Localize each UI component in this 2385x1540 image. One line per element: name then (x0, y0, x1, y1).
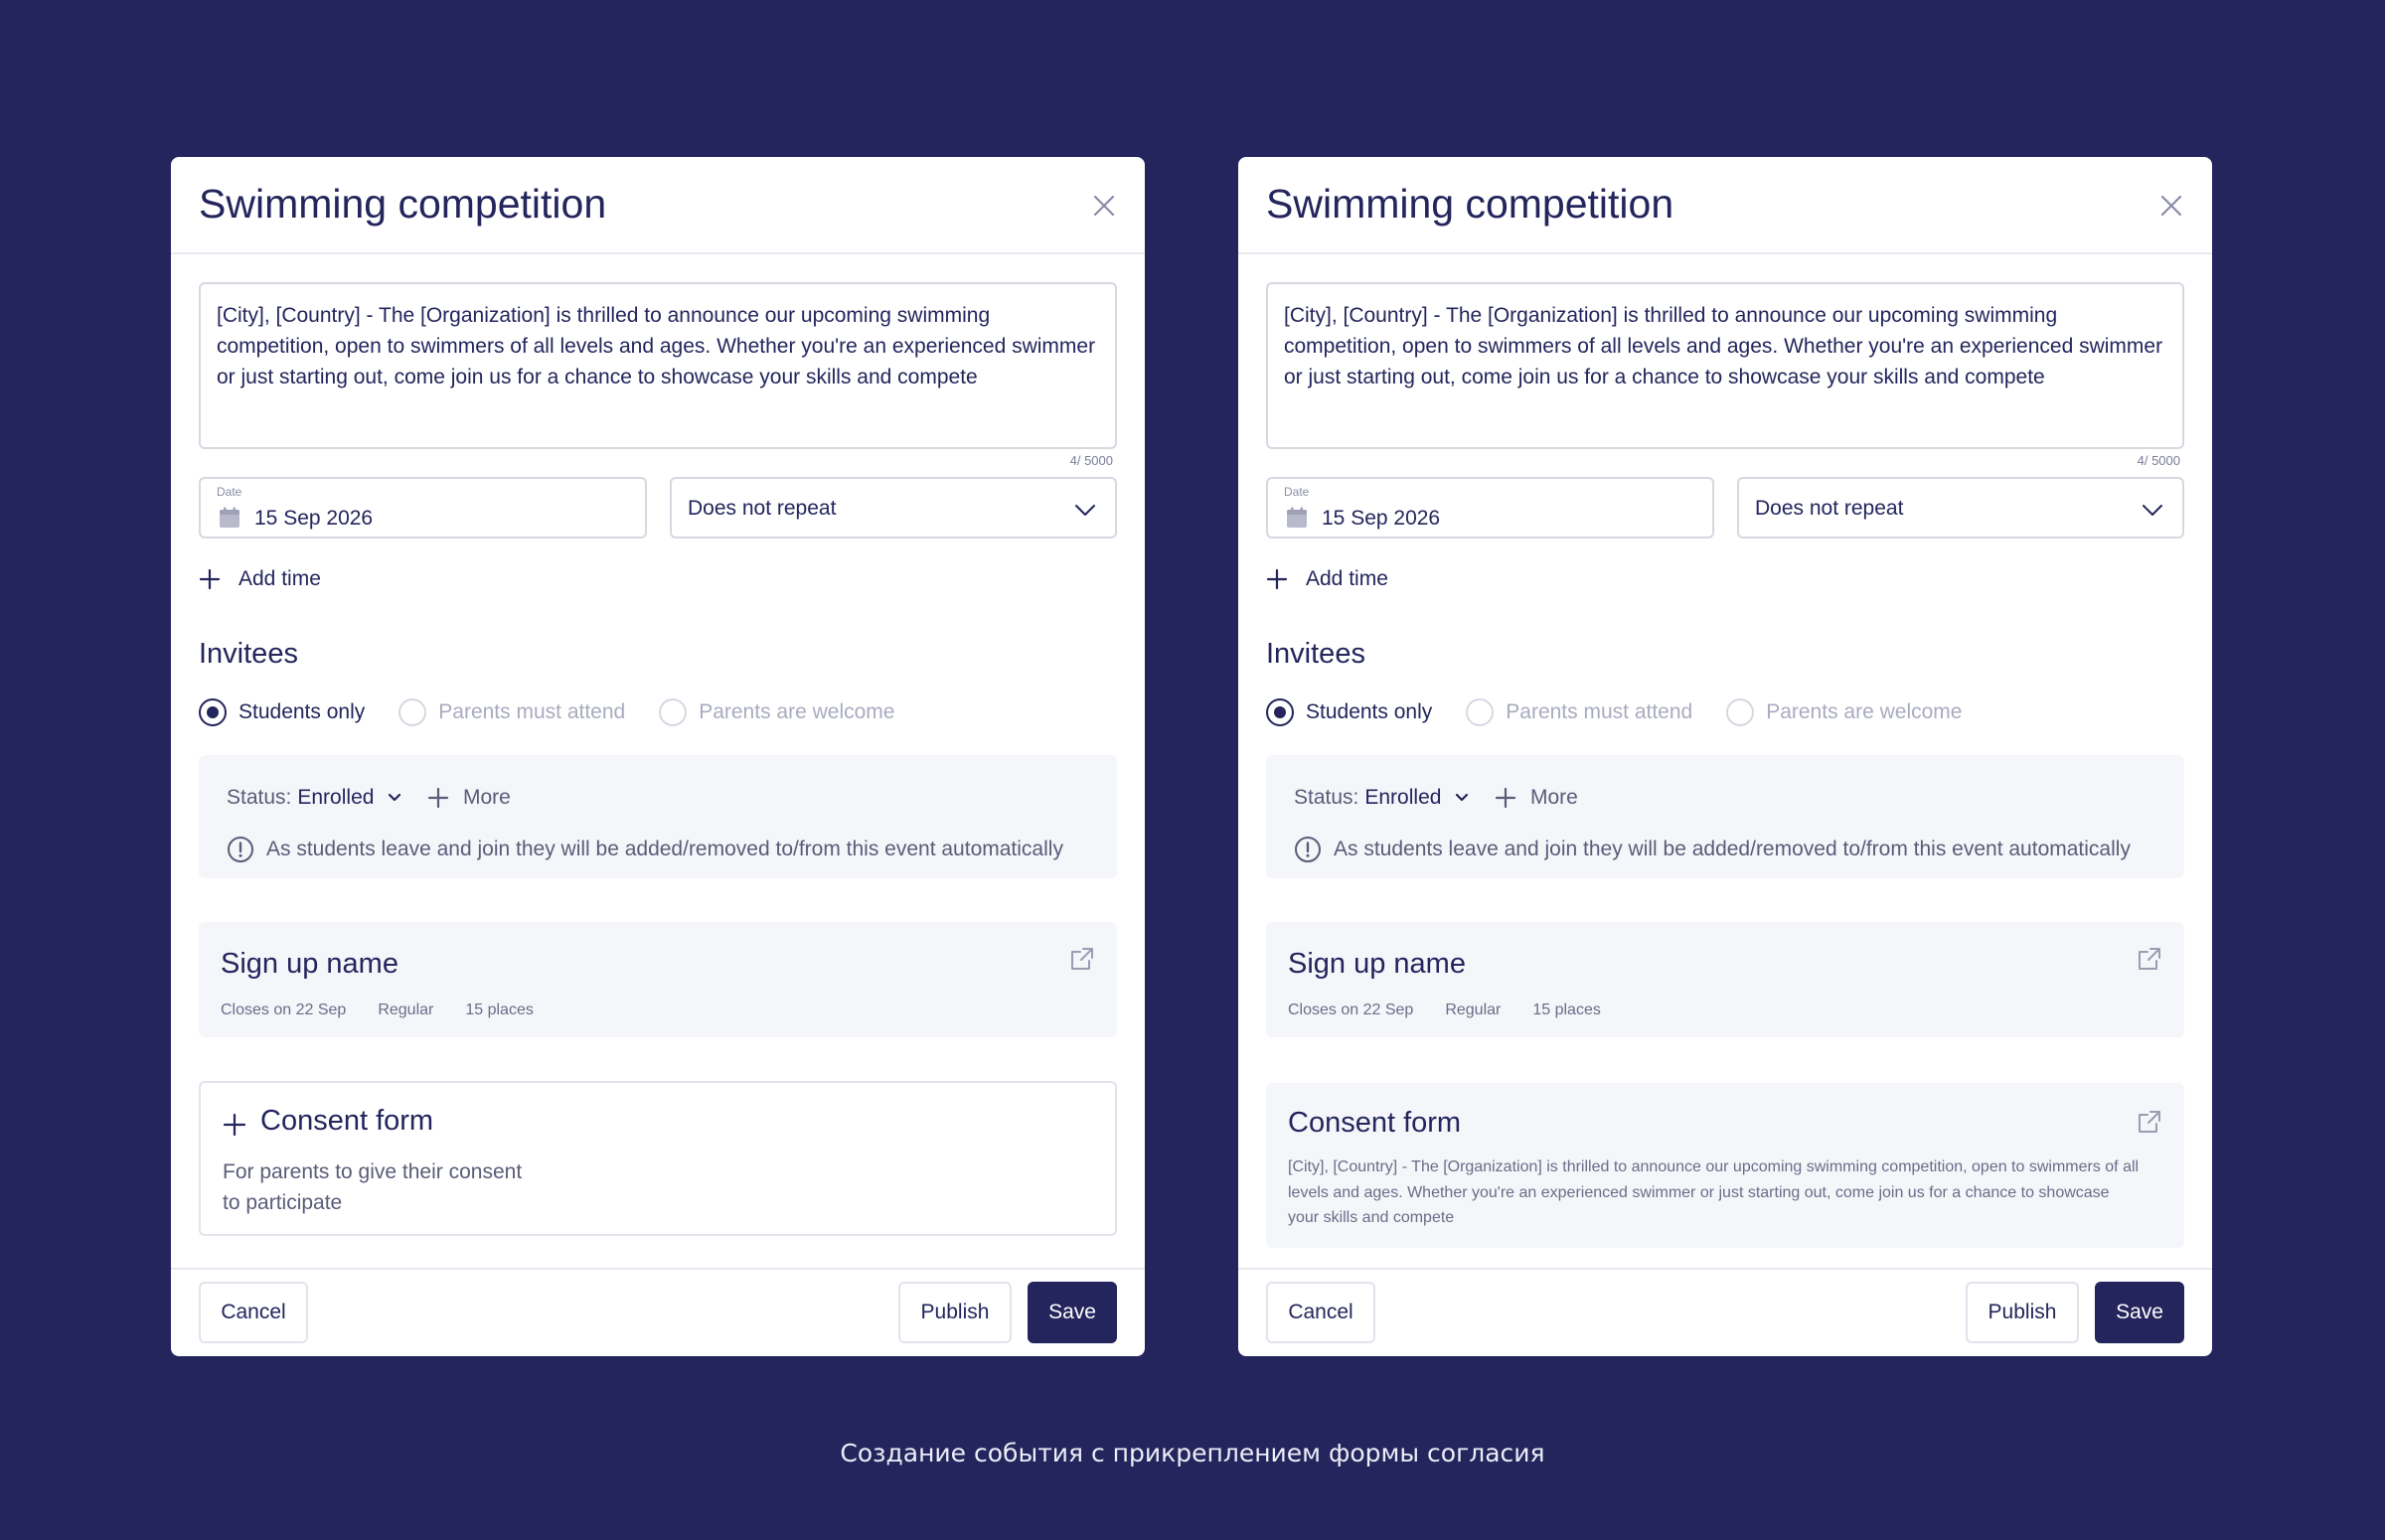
status-value: Enrolled (297, 786, 375, 809)
status-filter-dropdown[interactable] (1294, 783, 1469, 813)
status-prefix: Status: (1294, 786, 1359, 809)
auto-sync-notice (1294, 835, 2131, 864)
date-field-label: Date (1284, 485, 1310, 499)
invitees-radio-group (1266, 697, 1995, 727)
repeat-value: Does not repeat (1755, 497, 1904, 520)
status-filter-dropdown[interactable] (227, 783, 401, 813)
invitee-filter-panel (199, 755, 1117, 878)
invitees-title: Invitees (1266, 638, 1365, 670)
external-link-icon[interactable] (2137, 946, 2162, 972)
radio-students-only[interactable] (1266, 698, 1432, 726)
date-field[interactable] (1266, 477, 1714, 539)
info-text: As students leave and join they will be added/removed to/from this event automatically (266, 838, 1063, 860)
consent-form-card[interactable] (1266, 1083, 2184, 1248)
add-time-label: Add time (238, 567, 321, 590)
radio-button (398, 698, 426, 726)
date-value: 15 Sep 2026 (254, 507, 374, 530)
signup-title: Sign up name (1288, 948, 1466, 980)
chevron-down-icon (1455, 793, 1469, 803)
signup-closing-date: Closes on 22 Sep (221, 1001, 347, 1018)
radio-students-only[interactable] (199, 698, 365, 726)
repeat-value: Does not repeat (688, 497, 837, 520)
close-icon (1091, 193, 1117, 219)
event-modal-empty-consent (171, 157, 1145, 1356)
consent-form-title: Consent form (1288, 1107, 1462, 1139)
signup-title: Sign up name (221, 948, 398, 980)
signup-places: 15 places (465, 1001, 534, 1018)
radio-label: Students only (1306, 700, 1433, 723)
chevron-down-icon (388, 793, 401, 803)
plus-icon (427, 787, 449, 809)
radio-button (1466, 698, 1494, 726)
consent-form-title: Consent form (260, 1105, 434, 1137)
modal-header (171, 157, 1145, 254)
modal-footer (1238, 1268, 2212, 1356)
consent-form-description: For parents to give their consent to participate (223, 1160, 523, 1214)
radio-parents-are-welcome[interactable] (659, 698, 894, 726)
save-button[interactable]: Save (2095, 1282, 2184, 1343)
description-textarea[interactable]: [City], [Country] - The [Organization] is thrilled to announce our upcoming swimming competition, open to swimmers of all levels and ages. Whether you're an experienced swimmer or just starting out, come join us for a chance to showcase your skills and compete (1266, 282, 2184, 449)
invitees-radio-group (199, 697, 928, 727)
add-time-button[interactable] (199, 564, 321, 594)
modal-title: Swimming competition (199, 181, 607, 227)
radio-button-checked (1266, 698, 1294, 726)
character-counter: 4/ 5000 (2137, 453, 2180, 468)
modal-footer (171, 1268, 1145, 1356)
calendar-icon (219, 507, 240, 529)
signup-card[interactable] (1266, 922, 2184, 1037)
page-caption: Создание события с прикреплением формы согласия (840, 1439, 1545, 1467)
plus-icon (199, 568, 221, 590)
status-value: Enrolled (1364, 786, 1442, 809)
radio-label: Students only (238, 700, 366, 723)
invitee-filter-panel (1266, 755, 2184, 878)
add-consent-form-card[interactable] (199, 1081, 1117, 1236)
publish-button[interactable]: Publish (1966, 1282, 2079, 1343)
signup-meta (1288, 1001, 1633, 1019)
cancel-button[interactable]: Cancel (199, 1282, 308, 1343)
signup-meta (221, 1001, 565, 1019)
external-link-icon[interactable] (1069, 946, 1095, 972)
radio-parents-must-attend[interactable] (1466, 698, 1692, 726)
date-value: 15 Sep 2026 (1322, 507, 1441, 530)
save-button[interactable]: Save (1028, 1282, 1117, 1343)
cancel-button[interactable]: Cancel (1266, 1282, 1375, 1343)
description-textarea[interactable]: [City], [Country] - The [Organization] is thrilled to announce our upcoming swimming competition, open to swimmers of all levels and ages. Whether you're an experienced swimmer or just starting out, come join us for a chance to showcase your skills and compete (199, 282, 1117, 449)
plus-icon (1266, 568, 1288, 590)
signup-places: 15 places (1532, 1001, 1601, 1018)
radio-label: Parents are welcome (1766, 700, 1963, 723)
radio-button (1726, 698, 1754, 726)
plus-icon (223, 1113, 246, 1137)
info-icon (1294, 836, 1322, 863)
date-field-label: Date (217, 485, 242, 499)
status-prefix: Status: (227, 786, 292, 809)
radio-parents-must-attend[interactable] (398, 698, 625, 726)
more-label: More (1530, 786, 1578, 809)
event-modal-consent-attached (1238, 157, 2212, 1356)
signup-type: Regular (378, 1001, 434, 1018)
modal-title: Swimming competition (1266, 181, 1674, 227)
chevron-down-icon (1073, 499, 1097, 521)
calendar-icon (1286, 507, 1308, 529)
consent-form-text: [City], [Country] - The [Organization] is thrilled to announce our upcoming swimming competition, open to swimmers of all levels and ages. Whether you're an experienced swimmer or just starting out, come join us for a chance to showcase your skills and compete (1288, 1158, 2140, 1226)
repeat-select[interactable] (670, 477, 1117, 539)
signup-card[interactable] (199, 922, 1117, 1037)
close-button[interactable] (2158, 193, 2184, 219)
signup-type: Regular (1445, 1001, 1502, 1018)
add-time-label: Add time (1306, 567, 1388, 590)
modal-header (1238, 157, 2212, 254)
info-text: As students leave and join they will be added/removed to/from this event automatically (1334, 838, 2131, 860)
repeat-select[interactable] (1737, 477, 2184, 539)
info-icon (227, 836, 254, 863)
radio-label: Parents are welcome (699, 700, 895, 723)
close-icon (2158, 193, 2184, 219)
auto-sync-notice (227, 835, 1063, 864)
radio-button-checked (199, 698, 227, 726)
close-button[interactable] (1091, 193, 1117, 219)
more-filters-button[interactable] (1495, 783, 1578, 813)
date-field[interactable] (199, 477, 647, 539)
plus-icon (1495, 787, 1516, 809)
radio-parents-are-welcome[interactable] (1726, 698, 1962, 726)
external-link-icon[interactable] (2137, 1109, 2162, 1135)
more-label: More (463, 786, 511, 809)
radio-label: Parents must attend (438, 700, 626, 723)
radio-label: Parents must attend (1506, 700, 1693, 723)
radio-button (659, 698, 687, 726)
publish-button[interactable]: Publish (898, 1282, 1012, 1343)
chevron-down-icon (2141, 499, 2164, 521)
add-time-button[interactable] (1266, 564, 1388, 594)
invitees-title: Invitees (199, 638, 298, 670)
character-counter: 4/ 5000 (1069, 453, 1113, 468)
signup-closing-date: Closes on 22 Sep (1288, 1001, 1414, 1018)
more-filters-button[interactable] (427, 783, 511, 813)
